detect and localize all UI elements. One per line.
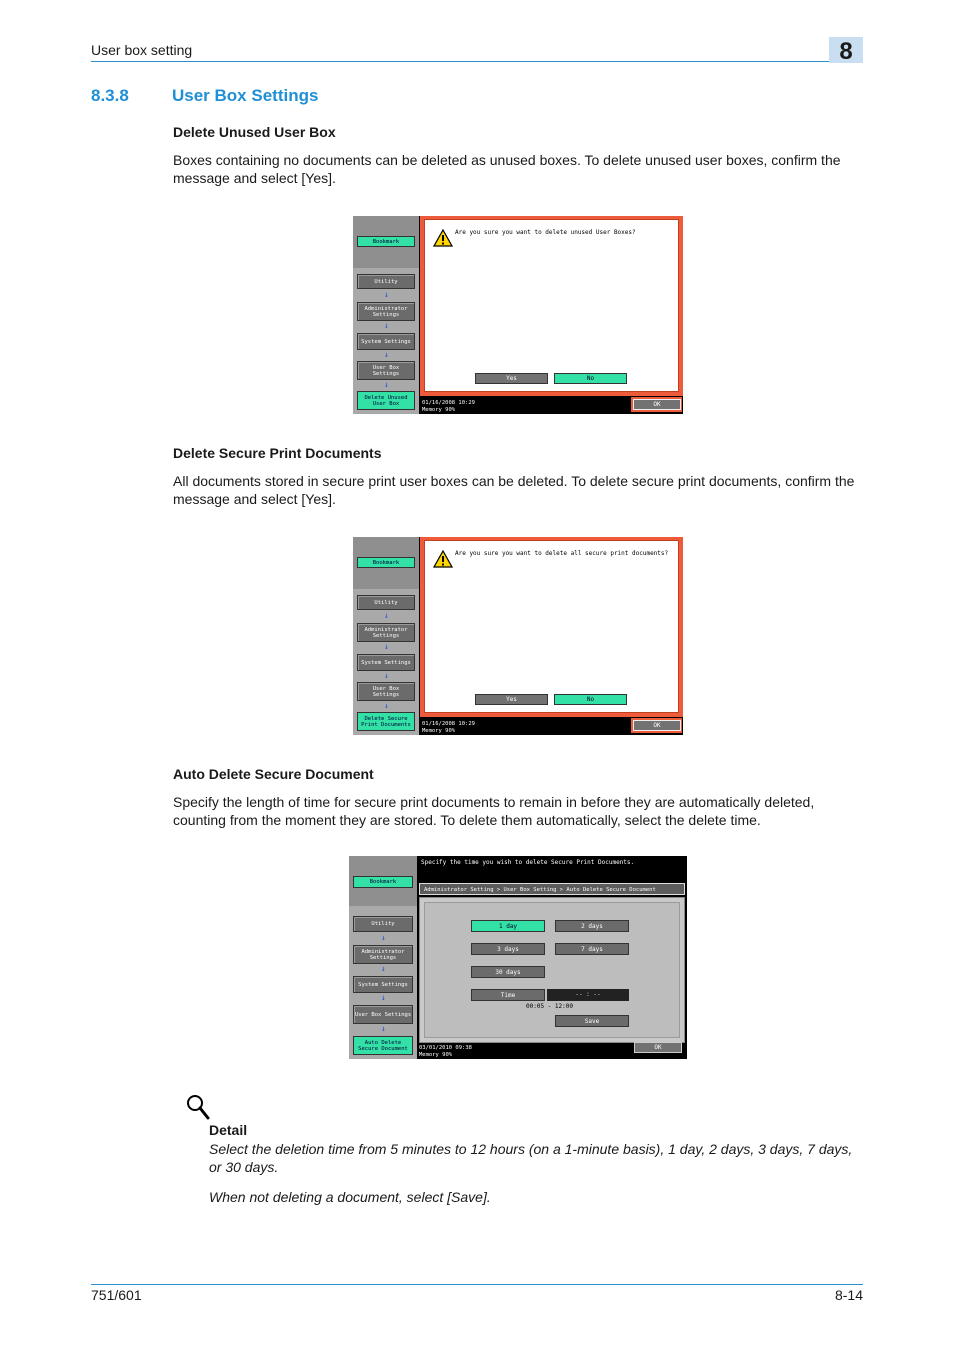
- administrator-settings-button[interactable]: Administrator Settings: [357, 623, 415, 642]
- time-value: -- : --: [547, 989, 629, 1001]
- arrow-down-icon: ↓: [384, 642, 389, 651]
- user-box-settings-button[interactable]: User Box Settings: [353, 1005, 413, 1024]
- bookmark-button[interactable]: Bookmark: [353, 876, 413, 888]
- bookmark-button[interactable]: Bookmark: [357, 557, 415, 568]
- system-settings-button[interactable]: System Settings: [357, 333, 415, 350]
- memory-status: Memory 90%: [422, 407, 456, 413]
- memory-status: Memory 90%: [419, 1052, 453, 1058]
- detail-heading: Detail: [209, 1122, 248, 1138]
- utility-button[interactable]: Utility: [353, 916, 413, 932]
- warning-icon: [433, 550, 453, 568]
- chapter-number: 8: [829, 37, 863, 63]
- arrow-down-icon: ↓: [384, 611, 389, 620]
- yes-button[interactable]: Yes: [475, 373, 548, 384]
- confirm-dialog: [420, 216, 683, 396]
- ok-button[interactable]: OK: [633, 399, 681, 410]
- arrow-down-icon: ↓: [384, 290, 389, 299]
- arrow-down-icon: ↓: [381, 933, 386, 942]
- time-button[interactable]: Time: [471, 989, 545, 1001]
- arrow-down-icon: ↓: [384, 701, 389, 710]
- delete-secure-print-documents-button[interactable]: Delete Secure Print Documents: [357, 712, 415, 731]
- confirm-dialog: [420, 537, 683, 717]
- time-range: 00:05 - 12:00: [526, 1003, 573, 1010]
- ok-button[interactable]: OK: [633, 720, 681, 731]
- paragraph-delete-unused: Boxes containing no documents can be deleted as unused boxes. To delete unused user boxes, confirm the message and select [Yes].: [173, 152, 841, 186]
- auto-delete-secure-document-button[interactable]: Auto Delete Secure Document: [353, 1036, 413, 1055]
- section-title: [91, 86, 318, 106]
- user-box-settings-button[interactable]: User Box Settings: [357, 361, 415, 380]
- heading-delete-unused: Delete Unused User Box: [173, 124, 336, 140]
- save-button[interactable]: Save: [555, 1015, 629, 1027]
- arrow-down-icon: ↓: [384, 671, 389, 680]
- system-settings-button[interactable]: System Settings: [353, 976, 413, 993]
- user-box-settings-button[interactable]: User Box Settings: [357, 682, 415, 701]
- arrow-down-icon: ↓: [381, 1024, 386, 1033]
- option-7-days[interactable]: 7 days: [555, 943, 629, 955]
- bookmark-button[interactable]: Bookmark: [357, 236, 415, 247]
- option-3-days[interactable]: 3 days: [471, 943, 545, 955]
- date-time: 03/01/2010 09:38: [419, 1045, 472, 1051]
- section-title-text: User Box Settings: [172, 86, 319, 105]
- screenshot-auto-delete: [349, 856, 687, 1059]
- yes-button[interactable]: Yes: [475, 694, 548, 705]
- delete-unused-user-box-button[interactable]: Delete Unused User Box: [357, 391, 415, 410]
- heading-auto-delete: Auto Delete Secure Document: [173, 766, 374, 782]
- date-time: 01/16/2008 10:29: [422, 721, 475, 727]
- date-time: 01/16/2008 10:29: [422, 400, 475, 406]
- header-rule: [91, 61, 863, 62]
- option-1-day[interactable]: 1 day: [471, 920, 545, 932]
- administrator-settings-button[interactable]: Administrator Settings: [357, 302, 415, 321]
- breadcrumb: Administrator Setting > User Box Setting > Auto Delete Secure Document: [419, 883, 685, 895]
- dialog-message: Are you sure you want to delete unused User Boxes?: [455, 229, 636, 236]
- page-number: 8-14: [834, 1287, 863, 1303]
- system-settings-button[interactable]: System Settings: [357, 654, 415, 671]
- administrator-settings-button[interactable]: Administrator Settings: [353, 945, 413, 964]
- paragraph-delete-secure: All documents stored in secure print user boxes can be deleted. To delete secure print documents, confirm the message and select [Yes].: [173, 473, 855, 507]
- no-button[interactable]: No: [554, 373, 627, 384]
- magnifier-icon: [186, 1094, 210, 1120]
- arrow-down-icon: ↓: [381, 993, 386, 1002]
- memory-status: Memory 90%: [422, 728, 456, 734]
- dialog-message: Are you sure you want to delete all secure print documents?: [455, 550, 669, 557]
- ok-button[interactable]: OK: [634, 1042, 682, 1053]
- heading-delete-secure: Delete Secure Print Documents: [173, 445, 382, 461]
- warning-icon: [433, 229, 453, 247]
- utility-button[interactable]: Utility: [357, 595, 415, 610]
- arrow-down-icon: ↓: [381, 964, 386, 973]
- detail-text-save: When not deleting a document, select [Save].: [209, 1189, 491, 1205]
- footer-rule: [91, 1284, 863, 1285]
- footer-model: 751/601: [91, 1287, 142, 1303]
- settings-panel: [419, 897, 685, 1043]
- option-30-days[interactable]: 30 days: [471, 966, 545, 978]
- arrow-down-icon: ↓: [384, 380, 389, 389]
- no-button[interactable]: No: [554, 694, 627, 705]
- running-header: User box setting: [91, 42, 193, 58]
- instruction-message: Specify the time you wish to delete Secure Print Documents.: [417, 856, 687, 882]
- option-2-days[interactable]: 2 days: [555, 920, 629, 932]
- paragraph-auto-delete: Specify the length of time for secure print documents to remain in before they are automatically deleted, counting from the moment they are stored. To delete them automatically, select the delete time.: [173, 794, 815, 828]
- section-number: 8.3.8: [91, 86, 129, 105]
- detail-text-deletion-time: Select the deletion time from 5 minutes to 12 hours (on a 1-minute basis), 1 day, 2 days, 3 days, 7 days, or 30 days.: [209, 1141, 853, 1175]
- screenshot-delete-unused: [353, 216, 683, 414]
- utility-button[interactable]: Utility: [357, 274, 415, 289]
- screenshot-delete-secure: [353, 537, 683, 735]
- arrow-down-icon: ↓: [384, 321, 389, 330]
- arrow-down-icon: ↓: [384, 350, 389, 359]
